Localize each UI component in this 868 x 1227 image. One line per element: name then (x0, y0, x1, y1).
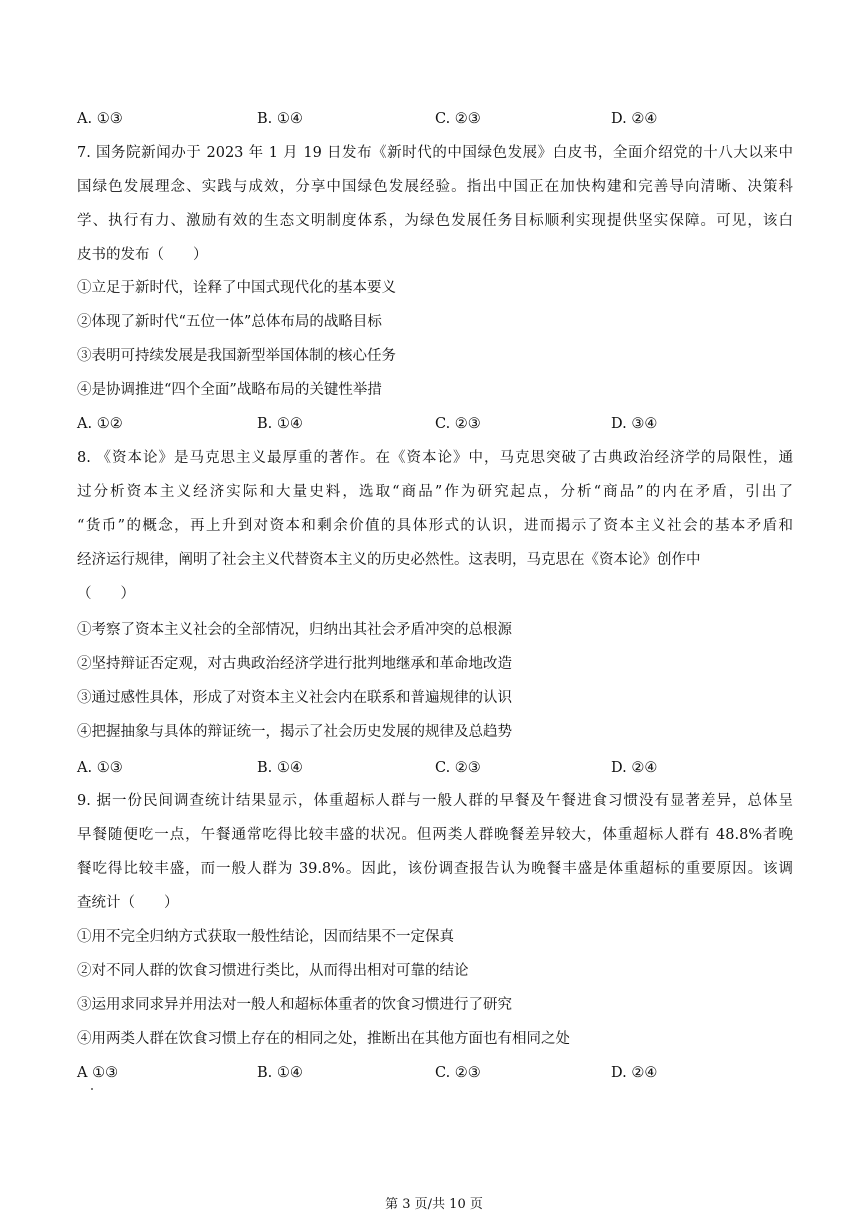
q7-statement-3: ③表明可持续发展是我国新型举国体制的核心任务 (77, 348, 396, 364)
q9-stem-line: 查统计（ ） (77, 895, 179, 911)
q9-option-d: D. ②④ (611, 1065, 658, 1081)
q7-statement-1: ①立足于新时代，诠释了中国式现代化的基本要义 (77, 280, 396, 296)
q8-stem-line: （ ） (77, 586, 135, 602)
q9-option-a: A ①③ (77, 1065, 119, 1081)
q7-stem-line: 皮书的发布（ ） (77, 247, 208, 263)
page-footer: 第 3 页/共 10 页 (385, 1197, 483, 1212)
q9-stem-line: 9. 据一份民间调查统计结果显示，体重超标人群与一般人群的早餐及午餐进食习惯没有显著差异，总体呈 (77, 793, 793, 809)
q6-option-c: C. ②③ (435, 111, 481, 127)
q8-statement-3: ③通过感性具体，形成了对资本主义社会内在联系和普遍规律的认识 (77, 690, 512, 706)
q6-option-b: B. ①④ (257, 111, 303, 127)
q7-option-d: D. ③④ (611, 416, 658, 432)
q8-stem-line: 经济运行规律，阐明了社会主义代替资本主义的历史必然性。这表明，马克思在《资本论》创作中 (77, 552, 701, 568)
q9-option-b: B. ①④ (257, 1065, 303, 1081)
q8-option-d: D. ②④ (611, 760, 658, 776)
q6-options (77, 110, 793, 128)
q9-statement-2: ②对不同人群的饮食习惯进行类比，从而得出相对可靠的结论 (77, 963, 469, 979)
q9-stem-line: 餐吃得比较丰盛，而一般人群为 39.8%。因此，该份调查报告认为晚餐丰盛是体重超标的重要原因。该调 (77, 861, 793, 877)
q6-option-a: A. ①③ (77, 111, 123, 127)
q9-statement-3: ③运用求同求异并用法对一般人和超标体重者的饮食习惯进行了研究 (77, 997, 512, 1013)
q7-options (77, 415, 793, 433)
q6-option-d: D. ②④ (611, 111, 658, 127)
q9-stem-line: 早餐随便吃一点，午餐通常吃得比较丰盛的状况。但两类人群晚餐差异较大，体重超标人群有 48.8%者晚 (77, 827, 793, 843)
q8-statement-1: ①考察了资本主义社会的全部情况，归纳出其社会矛盾冲突的总根源 (77, 622, 512, 638)
q8-options (77, 759, 793, 777)
stray-mark (91, 1088, 93, 1090)
q9-stem (77, 784, 793, 920)
q9-options (77, 1064, 793, 1082)
q8-stem-line: 过分析资本主义经济实际和大量史料，选取“商品”作为研究起点，分析“商品”的内在矛盾，引出了 (77, 484, 793, 500)
q8-stem-line: “货币”的概念，再上升到对资本和剩余价值的具体形式的认识，进而揭示了资本主义社会的基本矛盾和 (77, 518, 793, 534)
q8-stem-line: 8. 《资本论》是马克思主义最厚重的著作。在《资本论》中，马克思突破了古典政治经济学的局限性，通 (77, 450, 793, 466)
q7-option-a: A. ①② (77, 416, 123, 432)
q8-statement-4: ④把握抽象与具体的辩证统一，揭示了社会历史发展的规律及总趋势 (77, 724, 512, 740)
q9-statement-1: ①用不完全归纳方式获取一般性结论，因而结果不一定保真 (77, 929, 454, 945)
q7-stem (77, 136, 793, 272)
q8-option-b: B. ①④ (257, 760, 303, 776)
q7-stem-line: 7. 国务院新闻办于 2023 年 1 月 19 日发布《新时代的中国绿色发展》白皮书，全面介绍党的十八大以来中 (77, 145, 793, 161)
q9-statement-4: ④用两类人群在饮食习惯上存在的相同之处，推断出在其他方面也有相同之处 (77, 1031, 570, 1047)
q8-option-c: C. ②③ (435, 760, 481, 776)
q7-stem-line: 学、执行有力、激励有效的生态文明制度体系，为绿色发展任务目标顺利实现提供坚实保障。可见，该白 (77, 213, 793, 229)
q7-stem-line: 国绿色发展理念、实践与成效，分享中国绿色发展经验。指出中国正在加快构建和完善导向清晰、决策科 (77, 179, 793, 195)
q9-option-c: C. ②③ (435, 1065, 481, 1081)
q8-stem (77, 441, 793, 611)
q7-statement-2: ②体现了新时代“五位一体”总体布局的战略目标 (77, 314, 382, 330)
q7-statement-4: ④是协调推进“四个全面”战略布局的关键性举措 (77, 382, 382, 398)
q8-option-a: A. ①③ (77, 760, 123, 776)
q7-option-b: B. ①④ (257, 416, 303, 432)
q7-option-c: C. ②③ (435, 416, 481, 432)
q8-statement-2: ②坚持辩证否定观，对古典政治经济学进行批判地继承和革命地改造 (77, 656, 512, 672)
